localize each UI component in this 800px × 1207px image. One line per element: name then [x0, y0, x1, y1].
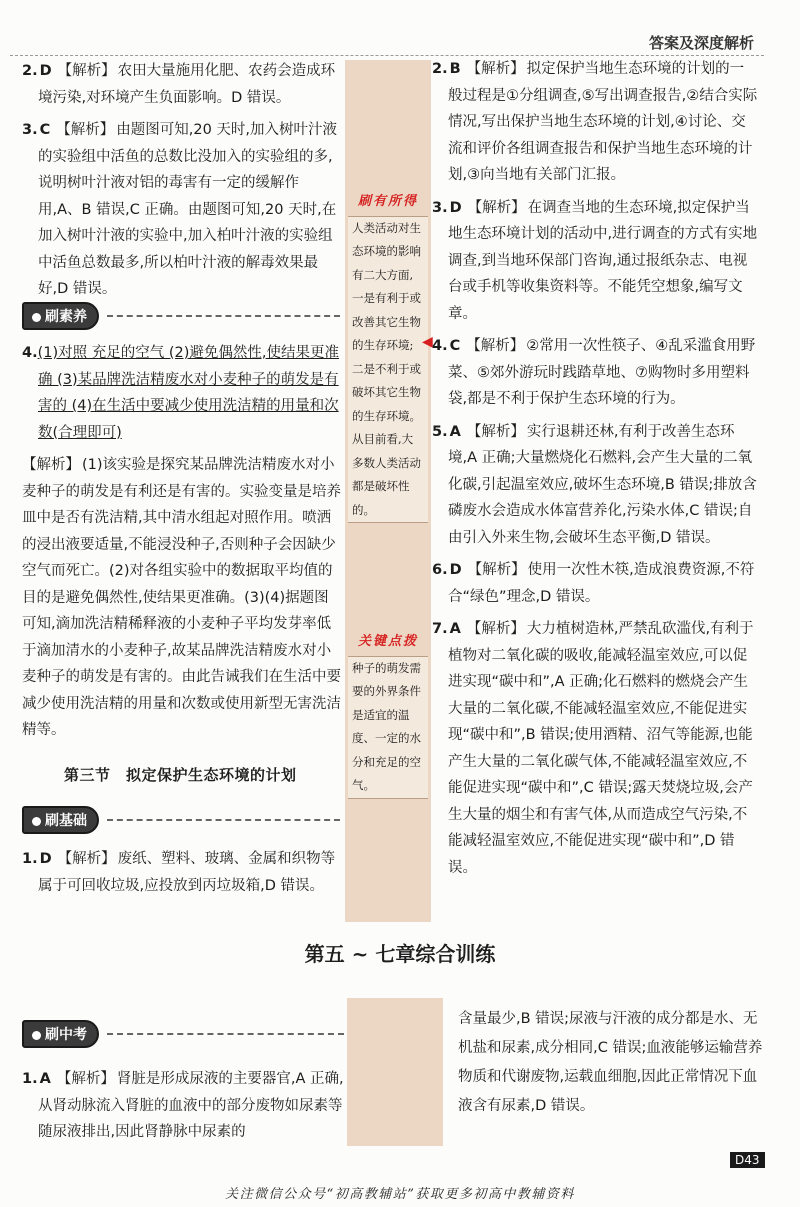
- page-number: D43: [730, 1152, 765, 1168]
- item-number: 5.: [432, 423, 448, 440]
- left-column-item4: [22, 340, 342, 744]
- answer-item: [22, 846, 342, 899]
- item-answer: D: [39, 851, 52, 867]
- item-answer: A: [449, 423, 461, 440]
- analysis-tag: 【解析】: [56, 122, 115, 138]
- sidebar-note-key-points: [348, 630, 428, 799]
- analysis-tag: 【解析】: [466, 338, 525, 354]
- sidebar-note-text: 人类活动对生态环境的影响有二大方面,一是有利于或改善其它生物的生存环境;二是不利于或破坏其它生物的生存环境。从目前看,大多数人类活动都是破坏性的。: [348, 216, 428, 524]
- analysis-tag: 【解析】: [57, 851, 116, 867]
- item-explanation: (1)该实验是探究某品牌洗洁精废水对小麦种子的萌发是有利还是有害的。实验变量是培养皿中是否有洗洁精,其中清水组起对照作用。喷洒的浸出液要适量,不能浸没种子,否则种子会因缺少空气而死亡。(2)对各组实验中的数据取平均值的目的是避免偶然性,使结果更准确。(3)(4)据题图可知,滴加洗洁精稀释液的小麦种子平均发芽率低于滴加清水的小麦种子,故某品牌洗洁精废水对小麦种子的萌发是有害的。由此告诫我们在生活中要减少使用洗洁精的用量和次数或使用新型无害洗洁精等。: [22, 457, 341, 738]
- bottom-left-column: [22, 1066, 348, 1152]
- answer-item: [432, 419, 758, 552]
- banner-rule: [107, 1033, 344, 1035]
- item-number: 1.: [22, 851, 38, 867]
- sidebar-note-gains: [348, 190, 428, 523]
- section-banner-suyang: [22, 302, 340, 330]
- item-answer: D: [449, 562, 462, 578]
- analysis-tag: 【解析】: [466, 423, 525, 440]
- answer-item: [432, 616, 758, 881]
- banner-rule: [107, 819, 340, 821]
- header-title: 答案及深度解析: [648, 34, 754, 52]
- analysis-tag: 【解析】: [466, 61, 525, 77]
- answer-item: [432, 333, 758, 413]
- right-column: [432, 56, 758, 887]
- answer-item: [22, 1066, 348, 1146]
- answer-item: [22, 58, 342, 111]
- item-explanation: 大力植树造林,严禁乱砍滥伐,有利于植物对二氧化碳的吸收,能减轻温室效应,可以促进实现“碳中和”,A 正确;化石燃料的燃烧会产生大量的二氧化碳,不能减轻温室效应,不能促进实现“碳中和”,B 错误;使用酒精、沼气等能源,也能产生大量的二氧化碳气体,不能减轻温室效应,不能促进实现“碳中和”,C 错误;露天焚烧垃圾,会产生大量的烟尘和有害气体,从而造成空气污染,不能减轻温室效应,不能促进实现“碳中和”,D 错误。: [448, 621, 754, 876]
- item-number: 1.: [22, 1071, 38, 1087]
- analysis-tag: 【解析】: [57, 63, 116, 79]
- left-column: [22, 58, 342, 309]
- item-number: 2.: [22, 63, 38, 79]
- banner-label: 刷素养: [22, 302, 99, 330]
- chapter-title: 第五 ~ 七章综合训练: [304, 942, 496, 966]
- section-banner-jichu: [22, 806, 340, 834]
- item-explanation: 在调查当地的生态环境,拟定保护当地生态环境计划的活动中,进行调查的方式有实地调查,到当地环保部门咨询,通过报纸杂志、电视台或手机等收集资料等。不能凭空想象,编写文章。: [448, 199, 758, 322]
- sidebar-note-text: 种子的萌发需要的外界条件是适宜的温度、一定的水分和充足的空气。: [348, 656, 428, 799]
- section-heading: 第三节 拟定保护生态环境的计划: [64, 766, 297, 784]
- answer-item: [22, 340, 342, 446]
- answer-item: [432, 56, 758, 189]
- item-answer: C: [39, 122, 51, 138]
- item-number: 2.: [432, 61, 448, 77]
- item-explanation: 由题图可知,20 天时,加入树叶汁液的实验组中活鱼的总数比没加入的实验组的多,说明树叶汁液对铝的毒害有一定的缓解作用,A、B 错误,C 正确。由题图可知,20 天时,在加入树叶汁液的实验中,加入柏叶汁液的实验组中活鱼总数最多,所以柏叶汁液的解毒效果最好,D 错误。: [38, 122, 338, 297]
- item-answer-text: (1)对照 充足的空气 (2)避免偶然性,使结果更准确 (3)某品牌洗洁精废水对小麦种子的萌发是有害的 (4)在生活中要减少使用洗洁精的用量和次数(合理即可): [37, 345, 340, 441]
- item-number: 3.: [432, 199, 448, 216]
- item-answer: A: [39, 1071, 51, 1087]
- item-answer: B: [449, 61, 461, 77]
- answer-item: [22, 117, 342, 303]
- item-analysis: [22, 452, 342, 744]
- item-explanation: 肾脏是形成尿液的主要器官,A 正确,从肾动脉流入肾脏的血液中的部分废物如尿素等随尿液排出,因此肾静脉中尿素的: [38, 1071, 344, 1140]
- item-explanation: 实行退耕还林,有利于改善生态环境,A 正确;大量燃烧化石燃料,会产生大量的二氧化碳,引起温室效应,破坏生态环境,B 错误;排放含磷废水会造成水体富营养化,污染水体,C 错误;自由引入外来生物,会破坏生态平衡,D 错误。: [448, 423, 757, 546]
- item-explanation: 农田大量施用化肥、农药会造成环境污染,对环境产生负面影响。D 错误。: [38, 63, 336, 106]
- analysis-tag: 【解析】: [467, 562, 526, 578]
- item-number: 4.: [432, 338, 448, 354]
- footer-note: 关注微信公众号“初高教辅站”获取更多初高中教辅资料: [225, 1187, 575, 1202]
- sidebar-panel-bottom: [347, 998, 443, 1146]
- answer-item: [432, 557, 758, 610]
- analysis-tag: 【解析】: [56, 1071, 115, 1087]
- item-answer: A: [449, 621, 461, 637]
- item-answer: C: [449, 338, 461, 354]
- item-explanation-continued: 含量最少,B 错误;尿液与汗液的成分都是水、无机盐和尿素,成分相同,C 错误;血液能够运输营养物质和代谢废物,运载血细胞,因此正常情况下血液含有尿素,D 错误。: [458, 1011, 763, 1114]
- item-number: 4.: [22, 345, 38, 361]
- section-banner-zhongkao: [22, 1020, 344, 1048]
- bottom-right-column: [458, 1005, 764, 1121]
- item-answer: D: [39, 63, 52, 79]
- sidebar-note-title: 关键点拨: [357, 634, 418, 649]
- item-explanation: 使用一次性木筷,造成浪费资源,不符合“绿色”理念,D 错误。: [448, 562, 755, 605]
- item-number: 7.: [432, 621, 448, 637]
- analysis-tag: 【解析】: [466, 621, 525, 637]
- pointer-arrow-icon: ◀: [422, 334, 433, 350]
- item-number: 3.: [22, 122, 38, 138]
- item-explanation: 废纸、塑料、玻璃、金属和织物等属于可回收垃圾,应投放到丙垃圾箱,D 错误。: [38, 851, 336, 894]
- item-explanation: 拟定保护当地生态环境的计划的一般过程是①分组调查,⑤写出调查报告,②结合实际情况,写出保护当地生态环境的计划,④讨论、交流和评价各组调查报告和保护当地生态环境的计划,③向当地有关部门汇报。: [448, 61, 758, 183]
- analysis-tag: 【解析】: [22, 457, 80, 473]
- item-answer: D: [449, 199, 462, 216]
- analysis-tag: 【解析】: [467, 199, 526, 216]
- answer-item: [432, 195, 758, 328]
- item-number: 6.: [432, 562, 448, 578]
- sidebar-note-title: 刷有所得: [357, 194, 418, 209]
- item-explanation: ②常用一次性筷子、④乱采滥食用野菜、⑤郊外游玩时践踏草地、⑦购物时多用塑料袋,都是不利于保护生态环境的行为。: [448, 338, 756, 407]
- left-column-item1: [22, 846, 342, 905]
- banner-rule: [107, 315, 340, 317]
- banner-label: 刷中考: [22, 1020, 99, 1048]
- banner-label: 刷基础: [22, 806, 99, 834]
